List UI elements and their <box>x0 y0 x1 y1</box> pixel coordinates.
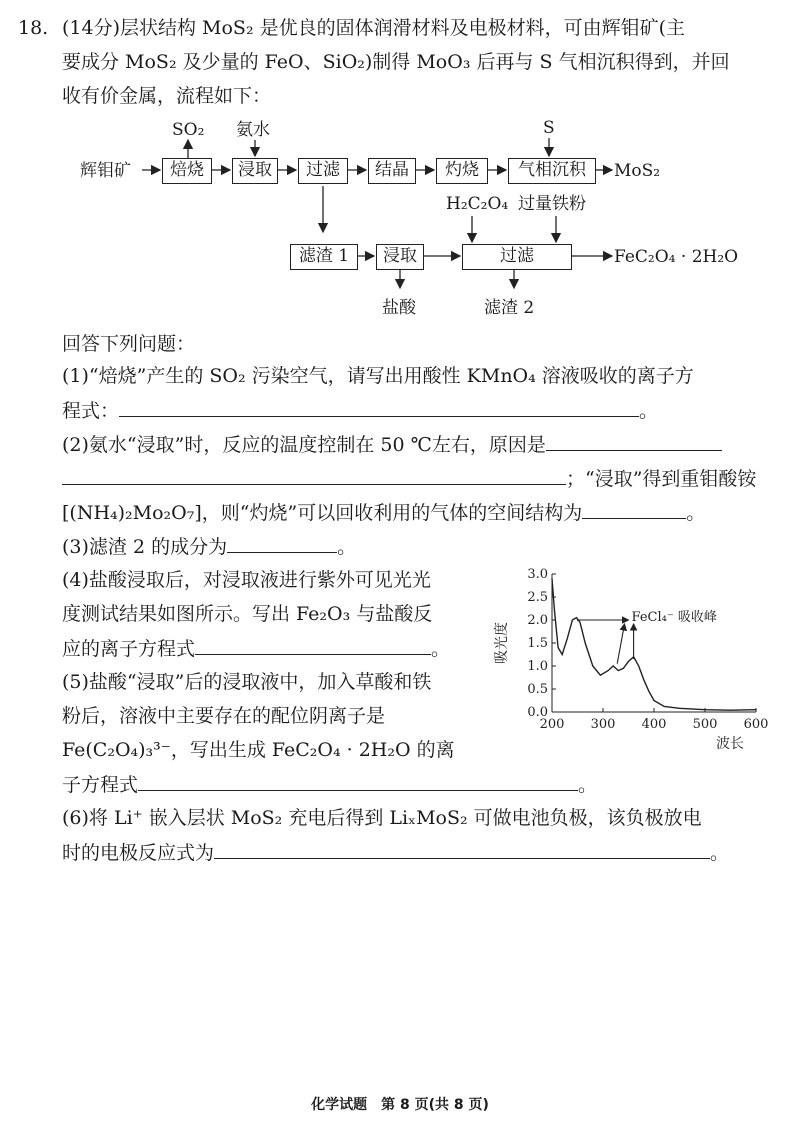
q5-end: 。 <box>578 774 598 796</box>
q5-line-2: 粉后，溶液中主要存在的配位阴离子是 <box>62 705 386 727</box>
question-number: 18. <box>18 17 49 39</box>
flow-step-crystallize: 结晶 <box>368 158 416 184</box>
x-tick-label: 400 <box>641 717 667 732</box>
q1-prefix: 程式： <box>62 400 120 422</box>
q4-end: 。 <box>431 638 451 660</box>
q2-prefix: (2)氨水“浸取”时，反应的温度控制在 50 ℃左右，原因是 <box>62 434 546 456</box>
q4-line-2: 度测试结果如图所示。写出 Fe₂O₃ 与盐酸反 <box>62 603 433 625</box>
q3-line <box>62 532 356 561</box>
flow-start-label: 辉钼矿 <box>80 161 131 181</box>
y-axis-label: 吸光度 <box>494 622 510 664</box>
absorbance-chart <box>492 560 772 770</box>
q1-answer-blank[interactable] <box>119 396 639 417</box>
q6-answer-blank[interactable] <box>214 838 710 859</box>
y-tick-label: 3.0 <box>527 567 548 582</box>
q2-reason-blank-a[interactable] <box>546 430 722 451</box>
flow-product-2-label: FeC₂O₄ · 2H₂O <box>614 247 739 267</box>
q2-mid: ；“浸取”得到重钼酸铵 <box>566 468 757 490</box>
y-tick-label: 1.5 <box>527 636 548 651</box>
q2-line-2 <box>62 464 756 493</box>
q6-line-1: (6)将 Li⁺ 嵌入层状 MoS₂ 充电后得到 LiₓMoS₂ 可做电池负极，该负极放电 <box>62 807 702 829</box>
q2-structure-blank[interactable] <box>582 498 686 519</box>
question-intro-line-2: 要成分 MoS₂ 及少量的 FeO、SiO₂)制得 MoO₃ 后再与 S 气相沉积得到，并回 <box>62 51 730 73</box>
flow-step-leach: 浸取 <box>232 158 278 184</box>
residue-2-label: 滤渣 2 <box>484 298 535 318</box>
q4-prefix: 应的离子方程式 <box>62 638 196 660</box>
y-tick-label: 2.5 <box>527 590 548 605</box>
q1-line-1: (1)“焙烧”产生的 SO₂ 污染空气，请写出用酸性 KMnO₄ 溶液吸收的离子方 <box>62 365 694 387</box>
flow-step-filter: 过滤 <box>298 158 348 184</box>
q6-line-2 <box>62 838 729 867</box>
iron-powder-label: 过量铁粉 <box>518 194 586 214</box>
q4-answer-blank[interactable] <box>195 634 431 655</box>
q6-prefix: 时的电极反应式为 <box>62 842 215 864</box>
y-tick-label: 2.0 <box>527 613 548 628</box>
ammonia-label: 氨水 <box>236 120 270 140</box>
x-tick-label: 500 <box>692 717 718 732</box>
q5-line-4 <box>62 770 597 799</box>
oxalic-acid-label: H₂C₂O₄ <box>446 194 509 214</box>
q6-end: 。 <box>710 842 730 864</box>
q5-line-3: Fe(C₂O₄)₃³⁻，写出生成 FeC₂O₄ · 2H₂O 的离 <box>62 739 455 761</box>
q4-line-3 <box>62 634 450 663</box>
q5-answer-blank[interactable] <box>138 770 578 791</box>
peak-arrow-2 <box>617 624 624 664</box>
flow-step-filter-2: 过滤 <box>462 244 572 270</box>
x-axis-label: 波长 <box>716 736 744 752</box>
q5-prefix: 子方程式 <box>62 774 139 796</box>
y-tick-label: 0.5 <box>527 682 548 697</box>
q3-end: 。 <box>337 536 357 558</box>
q2-end: 。 <box>686 502 706 524</box>
q4-line-1: (4)盐酸浸取后，对浸取液进行紫外可见光光 <box>62 569 431 591</box>
peak-annotation-label: FeCl₄⁻ 吸收峰 <box>631 609 717 625</box>
sulfur-label: S <box>543 118 555 138</box>
page-footer: 化学试题 第 8 页(共 8 页) <box>311 1097 489 1113</box>
x-tick-label: 300 <box>590 717 616 732</box>
peak-arrow-1 <box>578 620 629 621</box>
flow-step-vapor-deposition: 气相沉积 <box>508 158 596 184</box>
q2-line-1 <box>62 430 722 459</box>
q1-end: 。 <box>639 400 659 422</box>
x-tick-label: 600 <box>743 717 769 732</box>
absorbance-series-line <box>552 579 756 711</box>
q2-structure-prompt: [(NH₄)₂Mo₂O₇]，则“灼烧”可以回收利用的气体的空间结构为 <box>62 502 583 524</box>
q2-line-3 <box>62 498 705 527</box>
q3-prefix: (3)滤渣 2 的成分为 <box>62 536 228 558</box>
so2-label: SO₂ <box>172 120 205 140</box>
question-intro-line-1: (14分)层状结构 MoS₂ 是优良的固体润滑材料及电极材料，可由辉钼矿(主 <box>62 17 686 39</box>
q5-line-1: (5)盐酸“浸取”后的浸取液中，加入草酸和铁 <box>62 671 432 693</box>
flow-product-label: MoS₂ <box>614 161 661 181</box>
hcl-label: 盐酸 <box>382 298 416 318</box>
question-intro-line-3: 收有价金属，流程如下： <box>62 85 272 107</box>
flow-residue-1: 滤渣 1 <box>290 244 358 270</box>
y-tick-label: 1.0 <box>527 659 548 674</box>
answers-header: 回答下列问题： <box>62 333 196 355</box>
q1-line-2 <box>62 396 658 425</box>
flow-step-ignite: 灼烧 <box>436 158 488 184</box>
q2-reason-blank-b[interactable] <box>62 464 566 485</box>
x-tick-label: 200 <box>539 717 565 732</box>
y-tick-label: 0.0 <box>527 705 548 720</box>
flow-step-leach-2: 浸取 <box>376 244 424 270</box>
q3-answer-blank[interactable] <box>227 532 337 553</box>
flow-step-roast: 焙烧 <box>162 158 212 184</box>
